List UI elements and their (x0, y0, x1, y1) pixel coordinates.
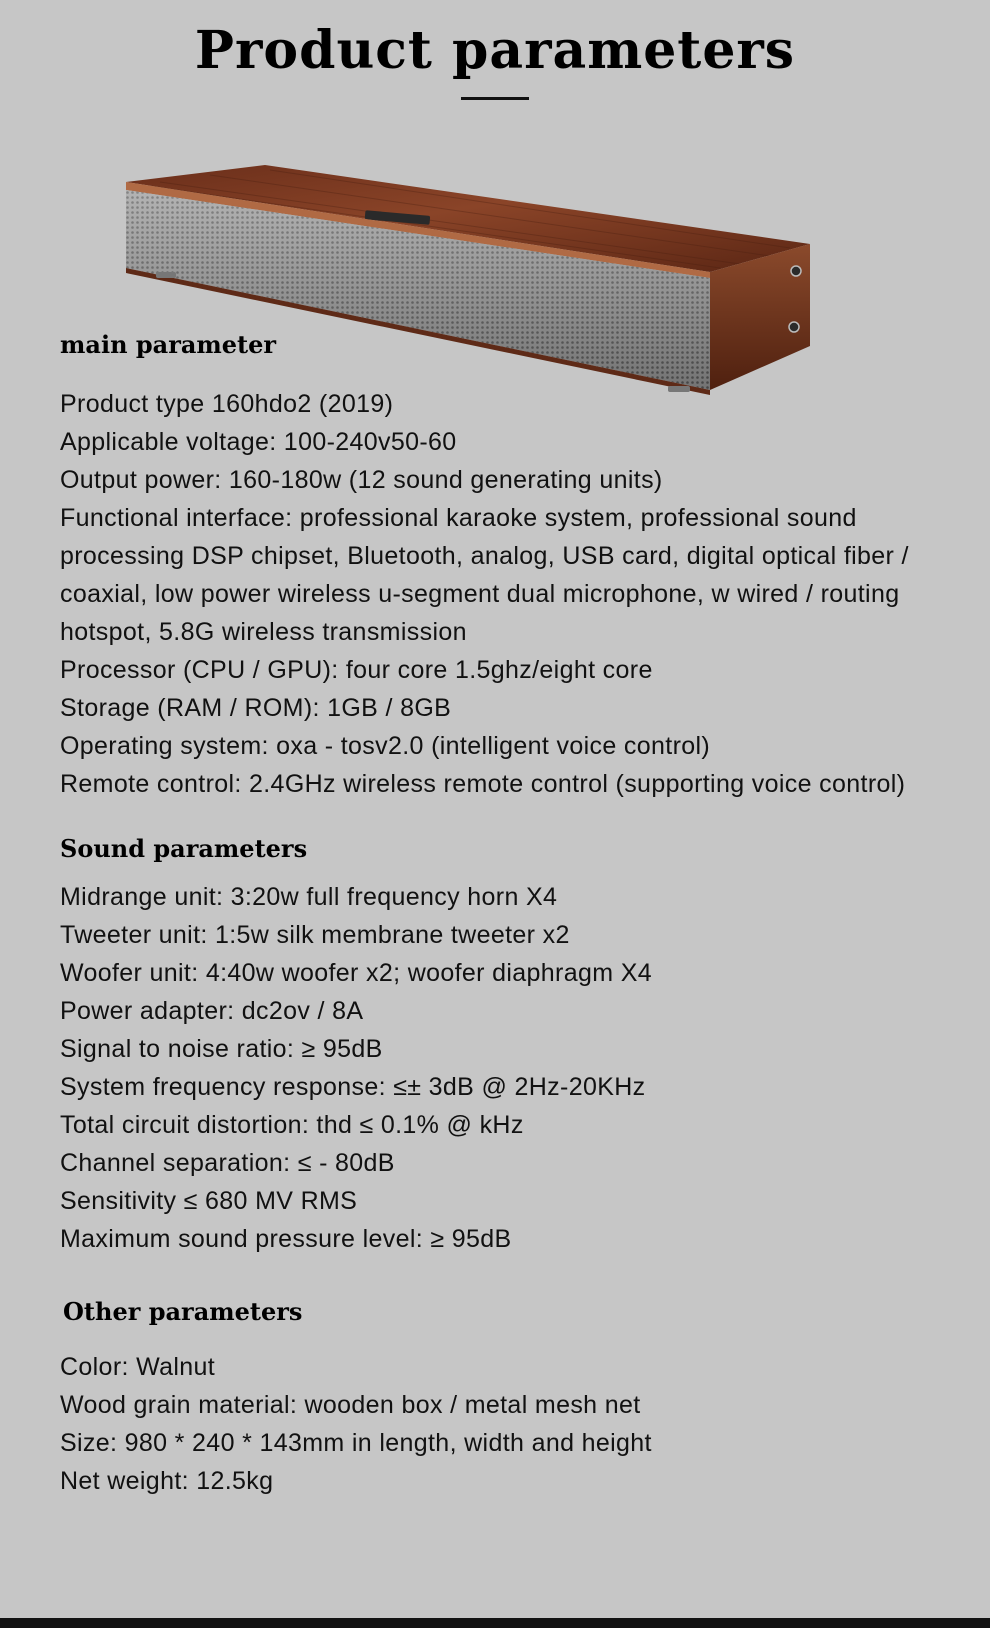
param-voltage: Applicable voltage: 100-240v50-60 (60, 428, 457, 456)
main-parameter-list (60, 385, 980, 803)
param-functional-interface: Functional interface: professional karaoke system, professional sound processing DSP chipset, Bluetooth, analog, USB card, digital optical fiber / coaxial, low power wireless u-segment dual microphone, w wired / routing hotspot, 5.8G wireless transmission (60, 504, 909, 646)
param-channel-separation: Channel separation: ≤ - 80dB (60, 1149, 395, 1177)
param-processor: Processor (CPU / GPU): four core 1.5ghz/eight core (60, 656, 653, 684)
param-operating-system: Operating system: oxa - tosv2.0 (intelligent voice control) (60, 732, 711, 760)
section-heading-main: main parameter (60, 330, 277, 359)
param-max-spl: Maximum sound pressure level: ≥ 95dB (60, 1225, 512, 1253)
param-net-weight: Net weight: 12.5kg (60, 1467, 274, 1495)
param-sensitivity: Sensitivity ≤ 680 MV RMS (60, 1187, 358, 1215)
param-storage: Storage (RAM / ROM): 1GB / 8GB (60, 694, 452, 722)
param-remote-control: Remote control: 2.4GHz wireless remote control (supporting voice control) (60, 770, 906, 798)
section-heading-sound: Sound parameters (60, 834, 308, 863)
param-frequency-response: System frequency response: ≤± 3dB @ 2Hz-20KHz (60, 1073, 646, 1101)
param-color: Color: Walnut (60, 1353, 216, 1381)
param-tweeter-unit: Tweeter unit: 1:5w silk membrane tweeter x2 (60, 921, 570, 949)
param-distortion: Total circuit distortion: thd ≤ 0.1% @ kHz (60, 1111, 524, 1139)
param-snr: Signal to noise ratio: ≥ 95dB (60, 1035, 383, 1063)
sound-parameter-list (60, 878, 980, 1258)
param-output-power: Output power: 160-180w (12 sound generating units) (60, 466, 663, 494)
param-product-type: Product type 160hdo2 (2019) (60, 390, 394, 418)
param-midrange-unit: Midrange unit: 3:20w full frequency horn X4 (60, 883, 558, 911)
other-parameter-list (60, 1348, 980, 1500)
title-underline (461, 97, 529, 100)
section-heading-other: Other parameters (63, 1297, 303, 1326)
param-power-adapter: Power adapter: dc2ov / 8A (60, 997, 364, 1025)
soundbar-product-image (120, 160, 850, 420)
param-size: Size: 980 * 240 * 143mm in length, width and height (60, 1429, 652, 1457)
bottom-bar (0, 1618, 990, 1628)
param-woofer-unit: Woofer unit: 4:40w woofer x2; woofer diaphragm X4 (60, 959, 652, 987)
page-title: Product parameters (194, 20, 796, 81)
param-material: Wood grain material: wooden box / metal mesh net (60, 1391, 641, 1419)
